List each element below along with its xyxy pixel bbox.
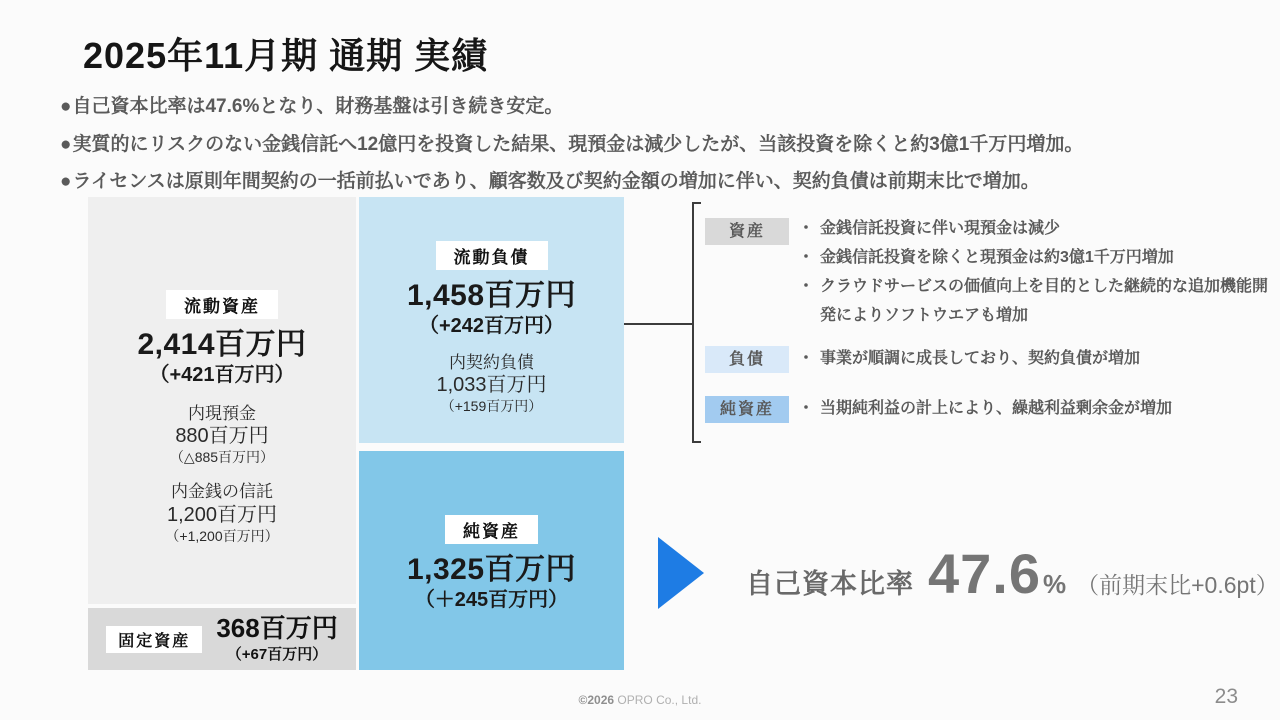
current-assets-label: 流動資産 bbox=[166, 290, 278, 319]
bullet-marker-icon: ● bbox=[60, 171, 72, 192]
bracket bbox=[692, 202, 701, 443]
annotation-item: ・ クラウドサービスの価値向上を目的とした継続的な追加機能開発によりソフトウエアも増加 bbox=[794, 272, 1272, 330]
dot-bullet-icon: ・ bbox=[798, 350, 815, 367]
net-assets-change: （＋245百万円） bbox=[414, 588, 569, 611]
annotation-list-liabilities bbox=[794, 344, 1272, 373]
liabilities-column bbox=[359, 197, 624, 670]
connector-line bbox=[624, 323, 693, 325]
current-liabilities-box bbox=[359, 197, 624, 443]
dot-bullet-icon: ・ bbox=[798, 249, 815, 266]
cash-value: 880百万円 bbox=[175, 424, 269, 447]
net-assets-box bbox=[359, 451, 624, 670]
equity-ratio-label: 自己資本比率 bbox=[746, 568, 914, 599]
annotation-item: ・ 事業が順調に成長しており、契約負債が増加 bbox=[794, 344, 1272, 373]
contract-liab-change: （+159百万円） bbox=[440, 397, 543, 414]
money-trust-change: （+1,200百万円） bbox=[165, 527, 279, 544]
fixed-assets-box bbox=[88, 608, 356, 670]
bullet-marker-icon: ● bbox=[60, 133, 72, 155]
equity-ratio-callout bbox=[658, 537, 1279, 609]
copyright-company: OPRO Co., Ltd. bbox=[617, 693, 702, 707]
annotation-tag-net-assets: 純資産 bbox=[705, 396, 789, 423]
annotation-item: ・ 金銭信託投資を除くと現預金は約3億1千万円増加 bbox=[794, 243, 1272, 272]
summary-bullet: ●ライセンスは原則年間契約の一括前払いであり、顧客数及び契約金額の増加に伴い、契約負債は前期末比で増加。 bbox=[60, 171, 1040, 192]
current-assets-value: 2,414百万円 bbox=[137, 328, 307, 361]
equity-ratio-value: 47.6 bbox=[928, 541, 1041, 605]
copyright-year: ©2026 bbox=[578, 693, 615, 707]
dot-bullet-icon: ・ bbox=[798, 278, 815, 295]
cash-label: 内現預金 bbox=[188, 403, 256, 423]
equity-ratio-unit: % bbox=[1043, 568, 1067, 599]
current-liabilities-change: （+242百万円） bbox=[418, 314, 565, 337]
money-trust-label: 内金銭の信託 bbox=[171, 482, 273, 502]
arrow-right-icon bbox=[658, 537, 704, 609]
annotation-tag-assets: 資産 bbox=[705, 218, 789, 245]
footer-copyright bbox=[0, 693, 1280, 707]
annotation-list-assets bbox=[794, 214, 1272, 330]
current-assets-box bbox=[88, 197, 356, 604]
summary-bullets bbox=[60, 88, 1240, 201]
current-assets-change: （+421百万円） bbox=[149, 363, 295, 386]
summary-bullet: ●実質的にリスクのない金銭信託へ12億円を投資した結果、現預金は減少したが、当該投資を除くと約3億1千万円増加。 bbox=[60, 133, 1084, 155]
current-liabilities-value: 1,458百万円 bbox=[406, 279, 577, 312]
annotation-list-net-assets bbox=[794, 394, 1272, 423]
contract-liab-value: 1,033百万円 bbox=[436, 373, 547, 396]
annotation-item: ・ 当期純利益の計上により、繰越利益剰余金が増加 bbox=[794, 394, 1272, 423]
money-trust-value: 1,200百万円 bbox=[166, 503, 278, 526]
summary-bullet: ●自己資本比率は47.6%となり、財務基盤は引き続き安定。 bbox=[60, 96, 564, 117]
fixed-assets-label: 固定資産 bbox=[106, 626, 202, 653]
fixed-assets-value: 368百万円 bbox=[216, 613, 338, 644]
net-assets-value: 1,325百万円 bbox=[406, 553, 577, 586]
page-title: 2025年11月期 通期 実績 bbox=[83, 35, 489, 76]
contract-liab-label: 内契約負債 bbox=[449, 352, 534, 372]
annotation-tag-liabilities: 負債 bbox=[705, 346, 789, 373]
equity-ratio-note: （前期末比+0.6pt） bbox=[1076, 571, 1279, 598]
page-number: 23 bbox=[1214, 685, 1238, 708]
cash-change: （△885百万円） bbox=[169, 448, 275, 465]
bullet-marker-icon: ● bbox=[60, 96, 72, 117]
fixed-assets-change: （+67百万円） bbox=[226, 645, 328, 663]
annotation-item: ・ 金銭信託投資に伴い現預金は減少 bbox=[794, 214, 1272, 243]
dot-bullet-icon: ・ bbox=[798, 220, 815, 237]
assets-column bbox=[88, 197, 356, 670]
dot-bullet-icon: ・ bbox=[798, 400, 815, 417]
current-liabilities-label: 流動負債 bbox=[436, 241, 548, 270]
net-assets-label: 純資産 bbox=[445, 515, 538, 544]
